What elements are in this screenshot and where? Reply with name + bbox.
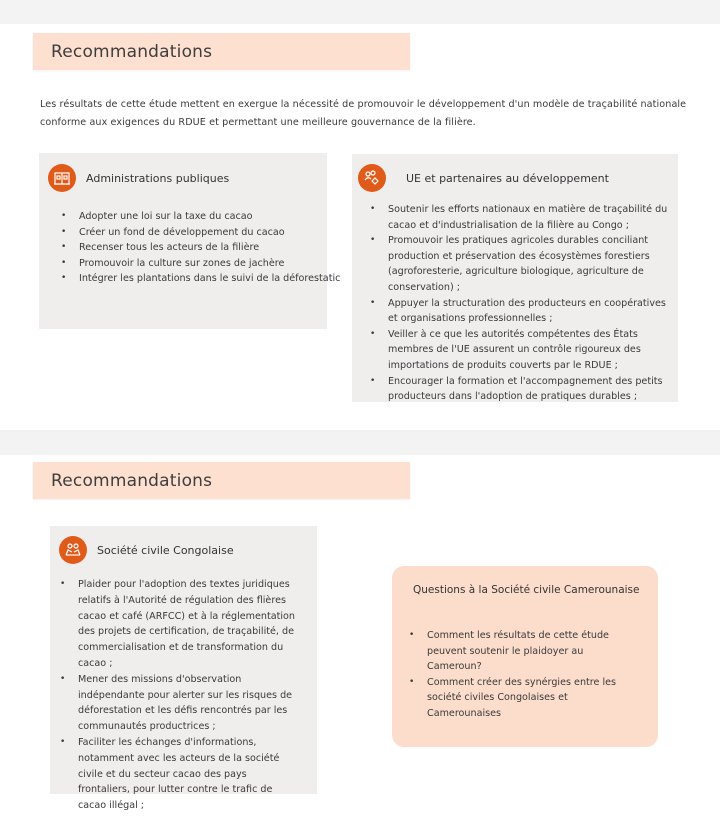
intro-paragraph: Les résultats de cette étude mettent en exergue la nécessité de promouvoir le développement d'un modèle de traçabilité nationale conforme aux exigences du RDUE et permettant une meilleure gouvernance de la filière. [40,99,687,128]
bullet-list [60,577,300,814]
card-administrations-publiques [39,153,341,329]
page-1 [0,24,720,430]
section-title: Recommandations [51,42,213,62]
list-item: • Adopter une loi sur la taxe du cacao [61,209,361,225]
list-item: • Intégrer les plantations dans le suivi de la déforestatic [61,271,361,287]
list-item: • Créer un fond de développement du cacao [61,225,361,241]
bullet-list [370,202,670,405]
list-item: • Faciliter les échanges d'informations, notamment avec les acteurs de la société civile et du secteur cacao des pays frontaliers, pour lutter contre le trafic de cacao illégal ; [60,735,300,814]
building-icon [48,164,76,192]
list-item: • Mener des missions d'observation indépendante pour alerter sur les risques de déforestation et les défis rencontrés par les communautés productrices ; [60,672,300,735]
section-title-box [33,33,410,70]
list-item: • Appuyer la structuration des producteurs en coopératives et organisations professionnelles ; [370,296,670,327]
list-item: • Veiller à ce que les autorités compétentes des États membres de l'UE assurent un contrôle rigoureux des importations de produits couverts par le RDUE ; [370,327,670,374]
list-item: • Promouvoir les pratiques agricoles durables conciliant production et préservation des écosystèmes forestiers (agroforesterie, agriculture biologique, agriculture de conservation) ; [370,233,670,295]
list-item: • Comment les résultats de cette étude peuvent soutenir le plaidoyer au Cameroun? [409,628,639,675]
section-title-box [33,462,410,499]
list-item: • Soutenir les efforts nationaux en matière de traçabilité du cacao et d'industrialisation de la filière au Congo ; [370,202,670,233]
questions-title: Questions à la Société civile Camerounaise [413,584,640,596]
list-item: • Encourager la formation et l'accompagnement des petits producteurs dans l'adoption de pratiques durables ; [370,374,670,405]
card-title: Société civile Congolaise [97,543,234,557]
page-gap-top [0,0,720,24]
partners-icon [358,164,386,192]
list-item: • Plaider pour l'adoption des textes juridiques relatifs à l'Autorité de régulation des flières cacao et café (ARFCC) et à la réglementation des projets de certification, de traçabilité, de commercialisation et de transformation du cacao ; [60,577,300,672]
list-item: • Comment créer des synérgies entre les société civiles Congolaises et Camerounaises [409,675,639,722]
section-title: Recommandations [51,471,213,491]
card-title: Administrations publiques [86,171,230,185]
questions-list [409,628,639,722]
community-icon [59,536,87,564]
list-item: • Recenser tous les acteurs de la filière [61,240,361,256]
page-gap [0,430,720,455]
questions-box [392,566,658,747]
card-title: UE et partenaires au développement [406,171,609,185]
list-item: • Promouvoir la culture sur zones de jachère [61,256,361,272]
bullet-list [61,209,361,287]
